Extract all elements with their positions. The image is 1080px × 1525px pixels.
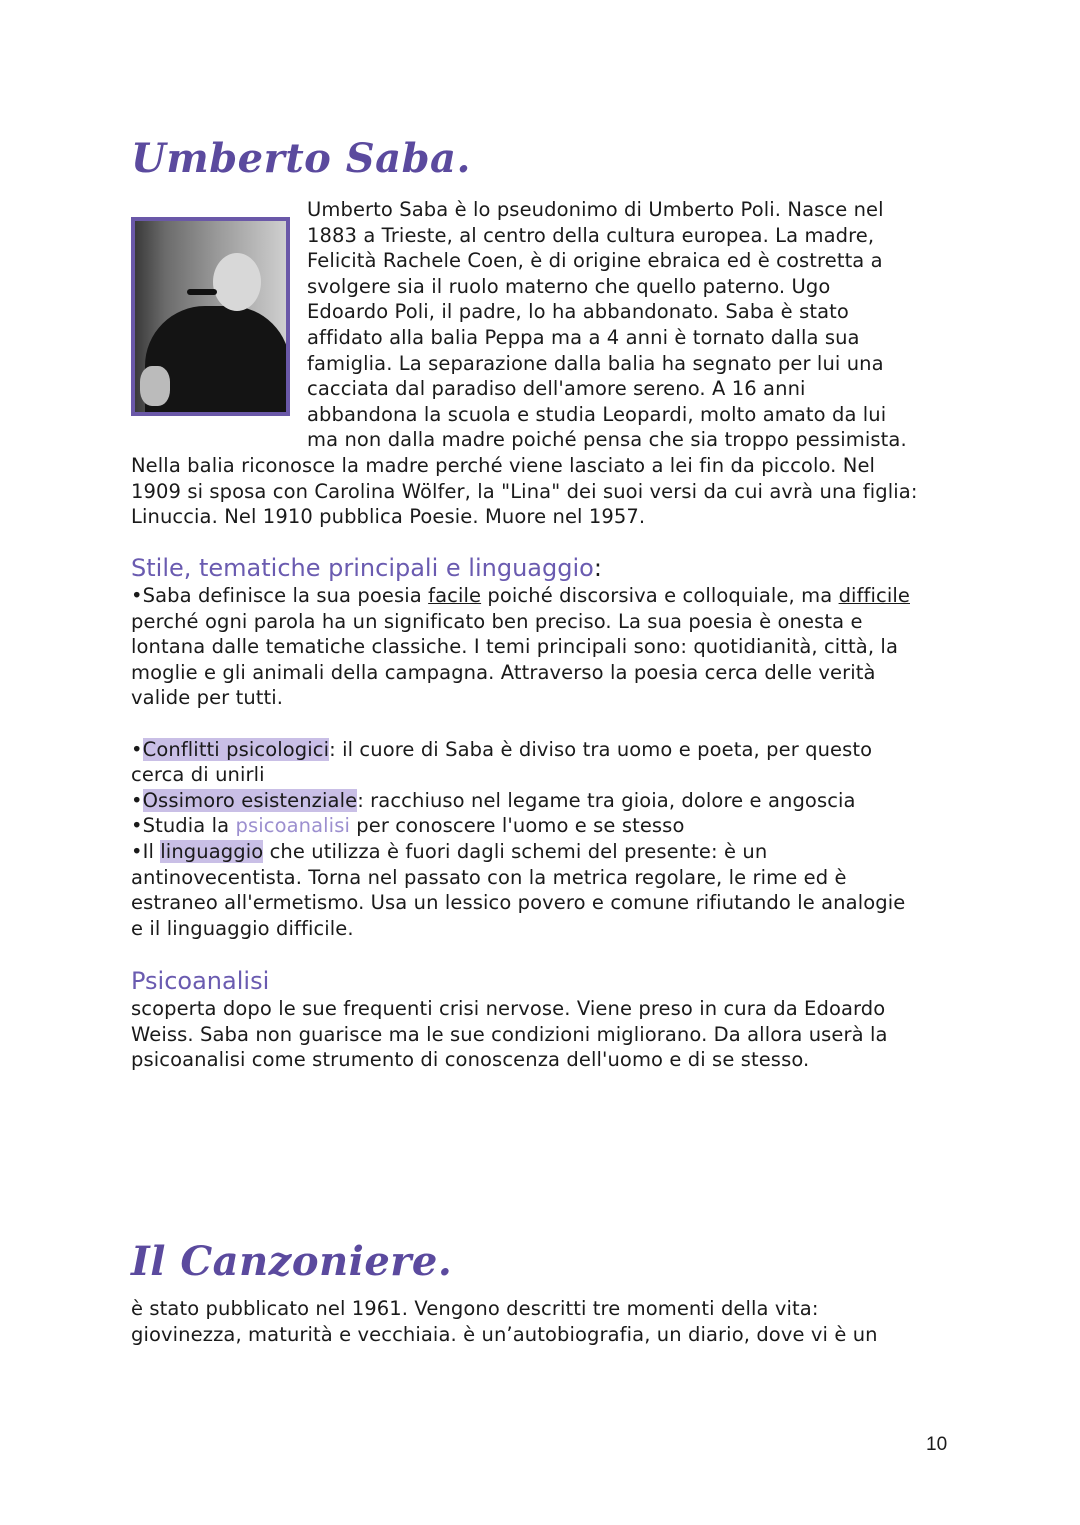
section-heading: Psicoanalisi — [131, 967, 270, 995]
psicoanalisi-section — [131, 966, 888, 1073]
text-line: Umberto Saba è lo pseudonimo di Umberto Poli. Nasce nel — [307, 198, 884, 221]
text-line: Edoardo Poli, il padre, lo ha abbandonato. Saba è stato — [307, 300, 849, 324]
page-title: Umberto Saba. — [131, 135, 471, 182]
text-line: cerca di unirli — [131, 763, 265, 787]
text-line: antinovecentista. Torna nel passato con la metrica regolare, le rime ed è — [131, 865, 847, 889]
heading-colon: : — [593, 554, 602, 582]
intro-paragraph-full — [131, 453, 918, 530]
text-line: e il linguaggio difficile. — [131, 916, 354, 940]
page-number: 10 — [926, 1434, 948, 1455]
highlighted-term: linguaggio — [160, 839, 264, 863]
text-line: •Saba definisce la sua poesia facile poiché discorsiva e colloquiale, ma difficile — [131, 584, 910, 607]
bullet-conflitti: •Conflitti psicologici: il cuore di Saba è diviso tra uomo e poeta, per questo — [131, 737, 873, 761]
text-line: psicoanalisi come strumento di conoscenza dell'uomo e di se stesso. — [131, 1048, 810, 1072]
colored-term: psicoanalisi — [235, 814, 350, 838]
text-line: Felicità Rachele Coen, è di origine ebraica ed è costretta a — [307, 249, 883, 273]
canzoniere-title: Il Canzoniere. — [131, 1238, 453, 1285]
text-line: cacciata dal paradiso dell'amore sereno. A 16 anni — [307, 377, 806, 401]
text-line: affidato alla balia Peppa ma a 4 anni è tornato dalla sua — [307, 325, 860, 349]
text-line: scoperta dopo le sue frequenti crisi nervose. Viene preso in cura da Edoardo — [131, 997, 886, 1020]
text-line: giovinezza, maturità e vecchiaia. è un’autobiografia, un diario, dove vi è un — [131, 1322, 878, 1346]
portrait-photo — [131, 217, 290, 416]
text-line: Nella balia riconosce la madre perché viene lasciato a lei fin da piccolo. Nel — [131, 454, 876, 477]
highlighted-term: Ossimoro esistenziale — [142, 788, 358, 812]
text-line: abbandona la scuola e studia Leopardi, molto amato da lui — [307, 402, 887, 426]
text-line: è stato pubblicato nel 1961. Vengono descritti tre momenti della vita: — [131, 1297, 819, 1320]
text-line: Weiss. Saba non guarisce ma le sue condizioni migliorano. Da allora userà la — [131, 1022, 888, 1046]
text-line: perché ogni parola ha un significato ben preciso. La sua poesia è onesta e — [131, 609, 863, 633]
bullet-psicoanalisi: •Studia la psicoanalisi per conoscere l'uomo e se stesso — [131, 814, 685, 838]
text-line: famiglia. La separazione dalla balia ha segnato per lui una — [307, 351, 884, 375]
stile-section — [131, 553, 910, 941]
text-line: 1909 si sposa con Carolina Wölfer, la "Lina" dei suoi versi da cui avrà una figlia: — [131, 479, 918, 503]
text-line: valide per tutti. — [131, 686, 284, 710]
underlined-word: difficile — [838, 584, 910, 607]
text-line: Linuccia. Nel 1910 pubblica Poesie. Muore nel 1957. — [131, 505, 646, 529]
bullet-ossimoro: •Ossimoro esistenziale: racchiuso nel legame tra gioia, dolore e angoscia — [131, 788, 856, 812]
section-heading: Stile, tematiche principali e linguaggio — [131, 554, 594, 582]
text-line: lontana dalle tematiche classiche. I temi principali sono: quotidianità, città, la — [131, 635, 899, 659]
bullet-linguaggio: •Il linguaggio che utilizza è fuori dagli schemi del presente: è un — [131, 839, 768, 863]
highlighted-term: Conflitti psicologici — [142, 737, 330, 761]
text-line: svolgere sia il ruolo materno che quello paterno. Ugo — [307, 274, 831, 298]
canzoniere-paragraph — [131, 1296, 878, 1347]
underlined-word: facile — [428, 584, 482, 607]
text-line: moglie e gli animali della campagna. Attraverso la poesia cerca delle verità — [131, 660, 876, 684]
text-line: 1883 a Trieste, al centro della cultura europea. La madre, — [307, 223, 875, 247]
text-line: ma non dalla madre poiché pensa che sia troppo pessimista. — [307, 428, 907, 452]
intro-paragraph-right — [307, 197, 907, 453]
text-line: estraneo all'ermetismo. Usa un lessico povero e comune rifiutando le analogie — [131, 891, 906, 915]
